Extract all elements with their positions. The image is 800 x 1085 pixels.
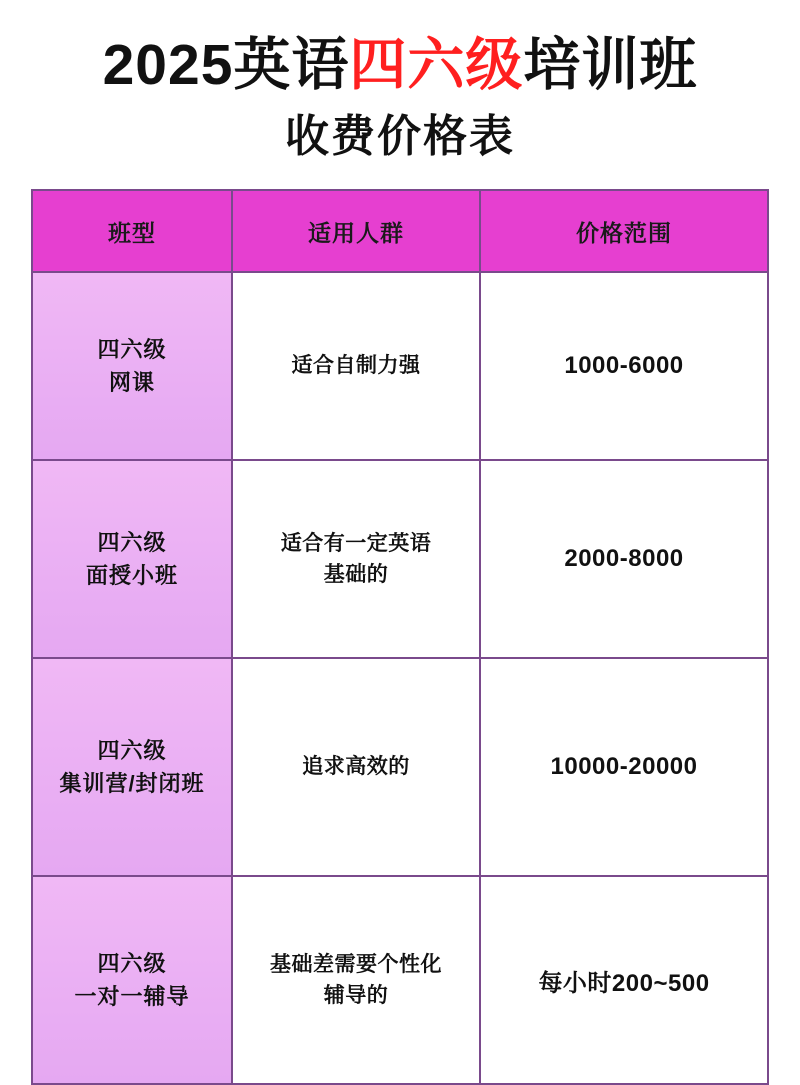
audience-line2: 基础的 (323, 563, 389, 587)
audience-line2: 辅导的 (323, 984, 389, 1008)
class-type-line2: 集训营/封闭班 (59, 771, 205, 797)
audience-line1: 适合自制力强 (291, 354, 421, 378)
cell-audience (232, 272, 480, 460)
class-type-line1: 四六级 (97, 951, 167, 977)
audience-line1: 追求高效的 (302, 755, 410, 779)
cell-class-type (32, 460, 232, 658)
column-header-type: 班型 (32, 190, 232, 272)
title-part-2: 培训班 (523, 33, 698, 97)
cell-audience (232, 658, 480, 876)
price-table (31, 189, 769, 1085)
class-type-line2: 网课 (108, 370, 155, 396)
table-row (32, 658, 768, 876)
audience-line1: 适合有一定英语 (280, 531, 432, 555)
table-row (32, 876, 768, 1084)
cell-price: 10000-20000 (480, 658, 768, 876)
class-type-line2: 面授小班 (85, 563, 178, 589)
cell-audience (232, 460, 480, 658)
cell-class-type (32, 658, 232, 876)
column-header-audience: 适用人群 (232, 190, 480, 272)
cell-price: 1000-6000 (480, 272, 768, 460)
table-body (32, 272, 768, 1084)
cell-class-type (32, 876, 232, 1084)
class-type-line1: 四六级 (97, 738, 167, 764)
class-type-line1: 四六级 (97, 337, 167, 363)
cell-class-type (32, 272, 232, 460)
column-header-price: 价格范围 (480, 190, 768, 272)
audience-line1: 基础差需要个性化 (270, 952, 442, 976)
table-row (32, 272, 768, 460)
page-subtitle: 收费价格表 (285, 111, 515, 161)
table-header-row (32, 190, 768, 272)
class-type-line2: 一对一辅导 (74, 984, 190, 1010)
cell-price: 每小时200~500 (480, 876, 768, 1084)
title-part-1: 2025英语 (102, 33, 350, 97)
cell-price: 2000-8000 (480, 460, 768, 658)
table-header (32, 190, 768, 272)
table-row (32, 460, 768, 658)
title-accent: 四六级 (349, 33, 524, 97)
cell-audience (232, 876, 480, 1084)
page-title-line1 (103, 34, 698, 97)
class-type-line1: 四六级 (97, 530, 167, 556)
